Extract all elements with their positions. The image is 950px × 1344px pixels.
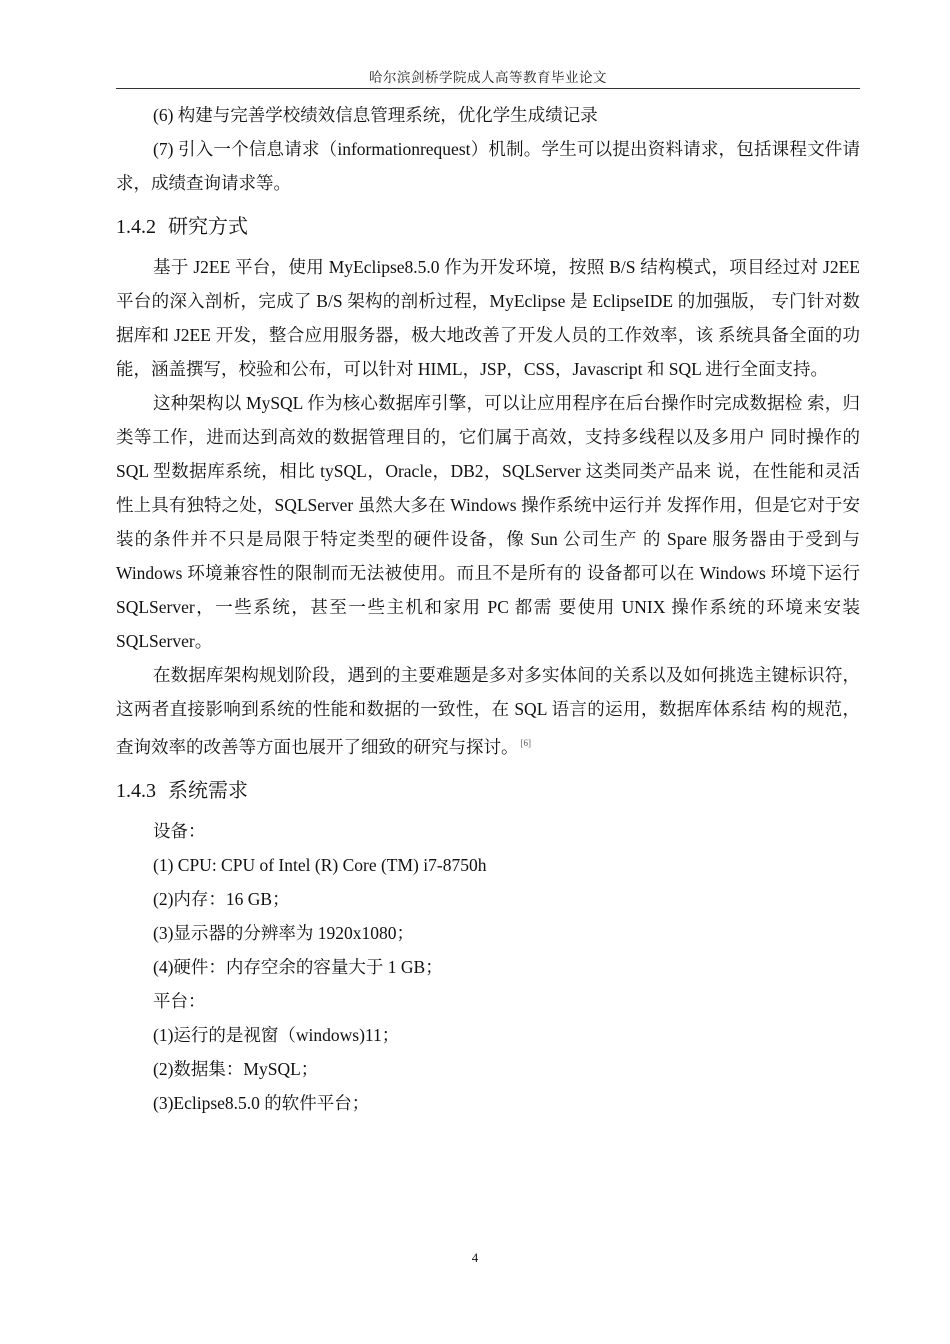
list-item-6: (6) 构建与完善学校绩效信息管理系统，优化学生成绩记录 xyxy=(153,105,598,125)
section-number: 1.4.2 xyxy=(116,216,156,238)
page-content xyxy=(116,98,860,1120)
device-item: (4)硬件：内存空余的容量大于 1 GB； xyxy=(153,956,443,977)
page-number: 4 xyxy=(471,1250,479,1265)
list-item-7: (7) 引入一个信息请求（informationrequest）机制。学生可以提出资料请求，包括课程文件请求，成绩查询请求等。 xyxy=(116,139,860,193)
device-item: (3)显示器的分辨率为 1920x1080； xyxy=(153,922,415,943)
section-title: 研究方式 xyxy=(168,216,248,238)
platform-label: 平台： xyxy=(153,990,206,1011)
citation-reference: [6] xyxy=(520,738,531,748)
platform-item: (3)Eclipse8.5.0 的软件平台； xyxy=(153,1092,370,1113)
section-heading-1-4-3 xyxy=(116,774,860,808)
paragraph-database-design xyxy=(116,658,860,764)
platform-item: (2)数据集：MySQL； xyxy=(153,1058,319,1079)
page-header: 哈尔滨剑桥学院成人高等教育毕业论文 xyxy=(369,70,607,85)
header-divider xyxy=(116,88,860,89)
platform-item: (1)运行的是视窗（windows)11； xyxy=(153,1024,400,1045)
device-item: (1) CPU: CPU of Intel (R) Core (TM) i7-8750h xyxy=(153,854,487,875)
paragraph-mysql-architecture: 这种架构以 MySQL 作为核心数据库引擎，可以让应用程序在后台操作时完成数据检 索，归类等工作，进而达到高效的数据管理目的，它们属于高效，支持多线程以及多用户 同时操作的 SQL 型数据库系统，相比 tySQL，Oracle，DB2，SQLServer 这类同类产品来 说，在性能和灵活性上具有独特之处，SQLServer 虽然大多在 Windows 操作系统中运行并 发挥作用，但是它对于安装的条件并不只是局限于特定类型的硬件设备，像 Sun 公司生产 的 Spare 服务器由于受到与 Windows 环境兼容性的限制而无法被使用。而且不是所有的 设备都可以在 Windows 环境下运行 SQLServer，一些系统，甚至一些主机和家用 PC 都需 要使用 UNIX 操作系统的环境来安装 SQLServer。 xyxy=(116,393,860,651)
devices-label: 设备： xyxy=(153,820,206,841)
paragraph-text: 在数据库架构规划阶段，遇到的主要难题是多对多实体间的关系以及如何挑选主键标识符，这两者直接影响到系统的性能和数据的一致性，在 SQL 语言的运用，数据库体系结 构的规范，查询效率的改善等方面也展开了细致的研究与探讨。 xyxy=(116,665,860,757)
section-title: 系统需求 xyxy=(168,779,248,802)
paragraph-research-method: 基于 J2EE 平台，使用 MyEclipse8.5.0 作为开发环境，按照 B/S 结构模式，项目经过对 J2EE 平台的深入剖析，完成了 B/S 架构的剖析过程，MyEclipse 是 EclipseIDE 的加强版， 专门针对数据库和 J2EE 开发，整合应用服务器，极大地改善了开发人员的工作效率，该 系统具备全面的功能，涵盖撰写，校验和公布，可以针对 HIML，JSP，CSS，Javascript 和 SQL 进行全面支持。 xyxy=(116,257,860,379)
section-number: 1.4.3 xyxy=(116,779,156,802)
device-item: (2)内存：16 GB； xyxy=(153,888,290,909)
section-heading-1-4-2 xyxy=(116,210,860,244)
